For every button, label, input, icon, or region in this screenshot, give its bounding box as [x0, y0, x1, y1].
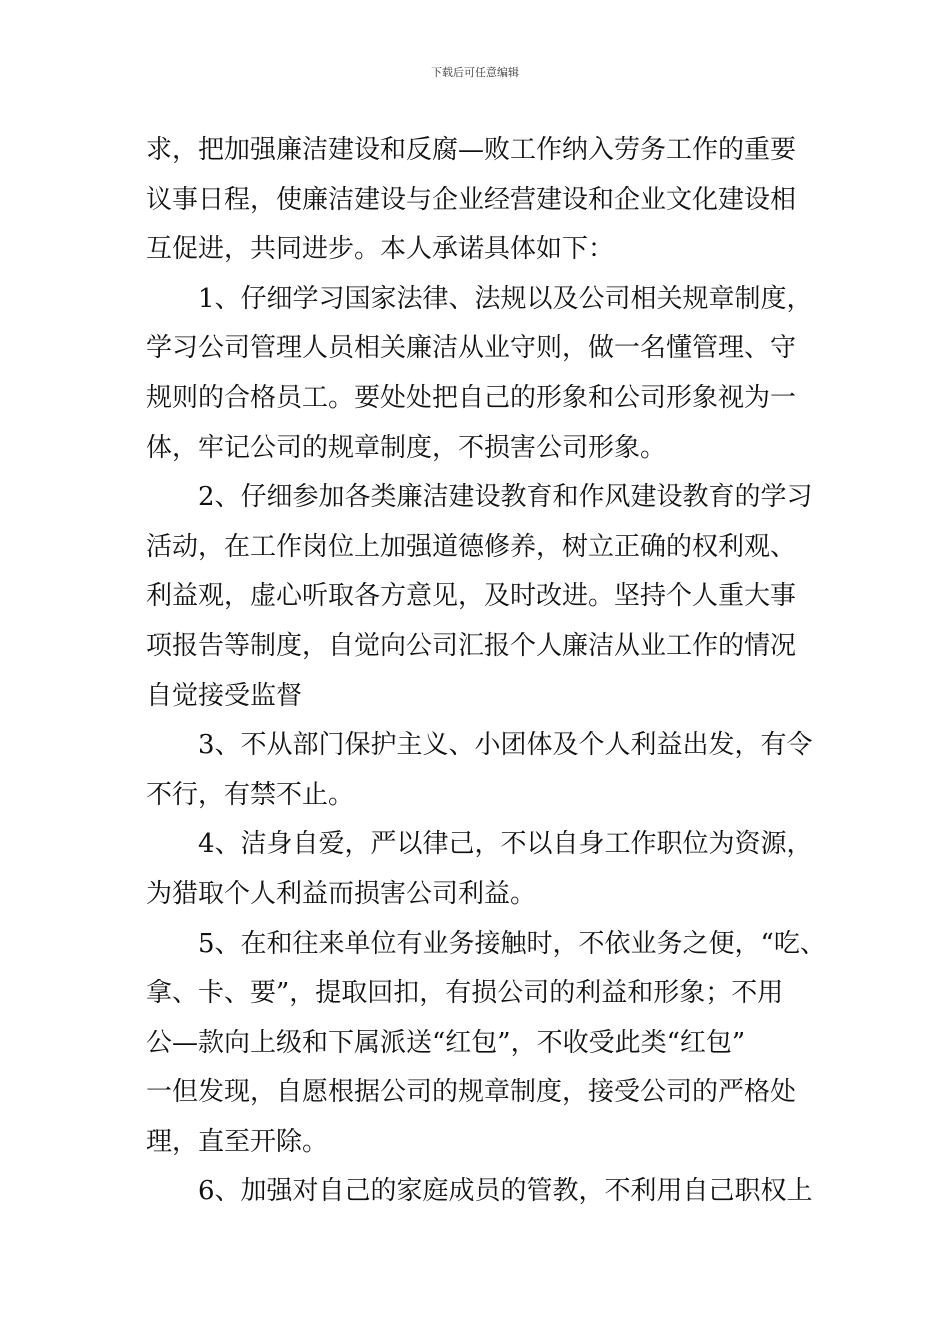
- text-line: 互促进，共同进步。本人承诺具体如下：: [146, 234, 615, 265]
- paragraph-start: 1、仔细学习国家法律、法规以及公司相关规章制度，: [198, 283, 813, 314]
- text-line: 活动，在工作岗位上加强道德修养，树立正确的权利观、: [146, 531, 797, 562]
- text-line: 为猎取个人利益而损害公司利益。: [146, 878, 537, 909]
- paragraph-start: 5、在和往来单位有业务接触时，不依业务之便，“吃、: [198, 928, 826, 959]
- header-note: 下载后可任意编辑: [431, 66, 519, 79]
- paragraph-start: 6、加强对自己的家庭成员的管教，不利用自己职权上: [198, 1176, 813, 1207]
- text-line: 学习公司管理人员相关廉洁从业守则，做一名懂管理、守: [146, 333, 797, 364]
- text-line: 求，把加强廉洁建设和反腐—败工作纳入劳务工作的重要: [146, 135, 797, 165]
- paragraph-start: 4、洁身自爱，严以律己，不以自身工作职位为资源，: [198, 829, 813, 860]
- text-line: 理，直至开除。: [146, 1126, 329, 1157]
- text-line: 公—款向上级和下属派送“红包”，不收受此类“红包”: [146, 1027, 746, 1058]
- text-line: 体，牢记公司的规章制度，不损害公司形象。: [146, 432, 667, 463]
- text-line: 利益观，虚心听取各方意见，及时改进。坚持个人重大事: [146, 581, 797, 612]
- text-line: 一但发现，自愿根据公司的规章制度，接受公司的严格处: [146, 1077, 797, 1108]
- text-line: 议事日程，使廉洁建设与企业经营建设和企业文化建设相: [146, 184, 797, 215]
- text-line: 自觉接受监督: [146, 680, 303, 711]
- text-line: 项报告等制度，自觉向公司汇报个人廉洁从业工作的情况: [146, 630, 797, 661]
- text-line: 规则的合格员工。要处处把自己的形象和公司形象视为一: [146, 382, 797, 413]
- document-body: [146, 126, 826, 1217]
- paragraph-start: 3、不从部门保护主义、小团体及个人利益出发，有令: [198, 730, 813, 761]
- paragraph-start: 2、仔细参加各类廉洁建设教育和作风建设教育的学习: [198, 482, 813, 513]
- text-line: 拿、卡、要”，提取回扣，有损公司的利益和形象；不用: [146, 978, 784, 1009]
- text-line: 不行，有禁不止。: [146, 779, 355, 810]
